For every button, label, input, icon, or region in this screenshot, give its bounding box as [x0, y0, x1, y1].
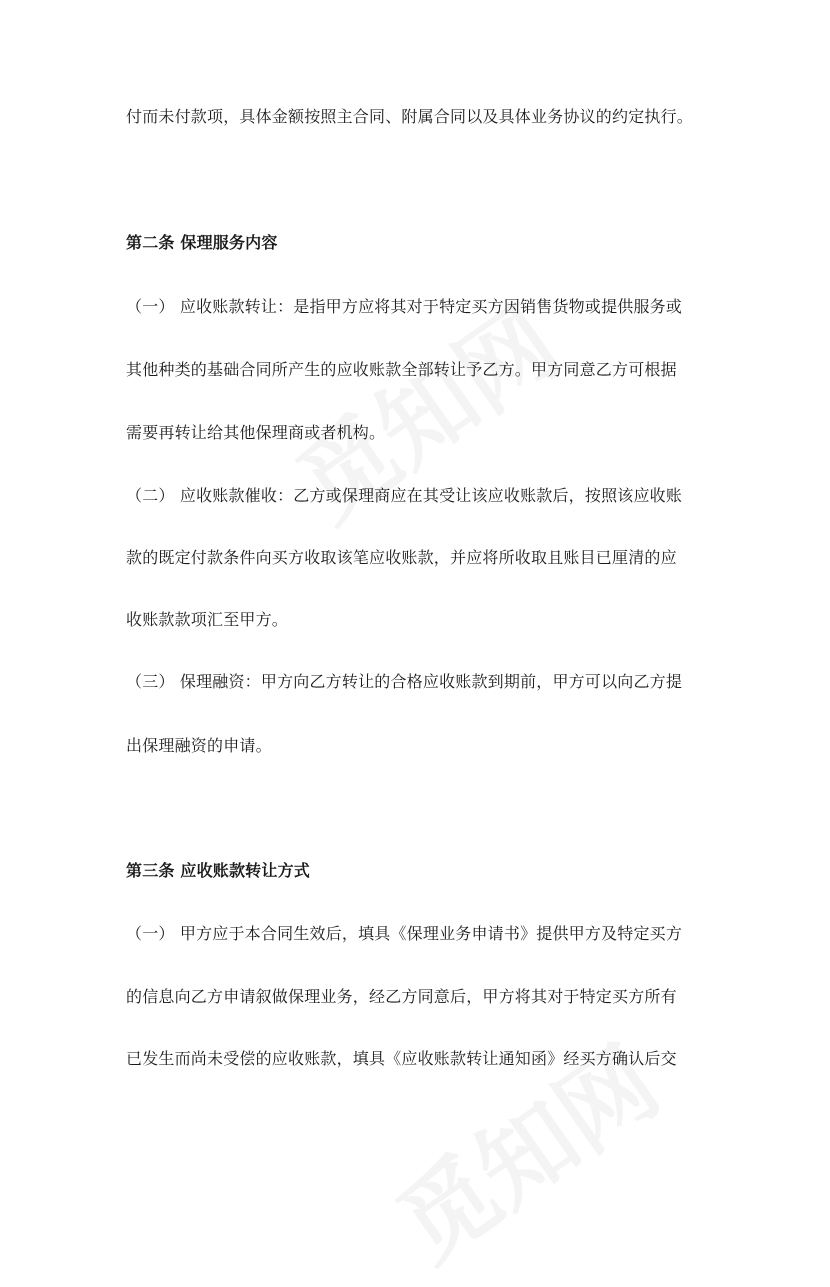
paragraph-line: （三） 保理融资：甲方向乙方转让的合格应收账款到期前，甲方可以向乙方提	[126, 672, 683, 691]
paragraph-line: 需要再转让给其他保理商或者机构。	[126, 423, 386, 442]
paragraph-line: 收账款款项汇至甲方。	[126, 610, 289, 629]
paragraph-line: 款的既定付款条件向买方收取该笔应收账款，并应将所收取且账目已厘清的应	[126, 548, 677, 567]
paragraph-line: 其他种类的基础合同所产生的应收账款全部转让予乙方。甲方同意乙方可根据	[126, 360, 677, 379]
paragraph-line: （二） 应收账款催收：乙方或保理商应在其受让该应收账款后，按照该应收账	[126, 486, 683, 505]
paragraph-line: 的信息向乙方申请叙做保理业务，经乙方同意后，甲方将其对于特定买方所有	[126, 987, 677, 1006]
paragraph-line: （一） 甲方应于本合同生效后，填具《保理业务申请书》提供甲方及特定买方	[126, 924, 683, 943]
paragraph-line: 已发生而尚未受偿的应收账款，填具《应收账款转让通知函》经买方确认后交	[126, 1049, 677, 1068]
section-heading-3: 第三条 应收账款转让方式	[126, 861, 310, 880]
paragraph-line: 出保理融资的申请。	[126, 736, 272, 755]
section-heading-2: 第二条 保理服务内容	[126, 233, 278, 252]
paragraph-line: 付而未付款项，具体金额按照主合同、附属合同以及具体业务协议的约定执行。	[126, 107, 694, 126]
paragraph-line: （一） 应收账款转让：是指甲方应将其对于特定买方因销售货物或提供服务或	[126, 297, 683, 316]
